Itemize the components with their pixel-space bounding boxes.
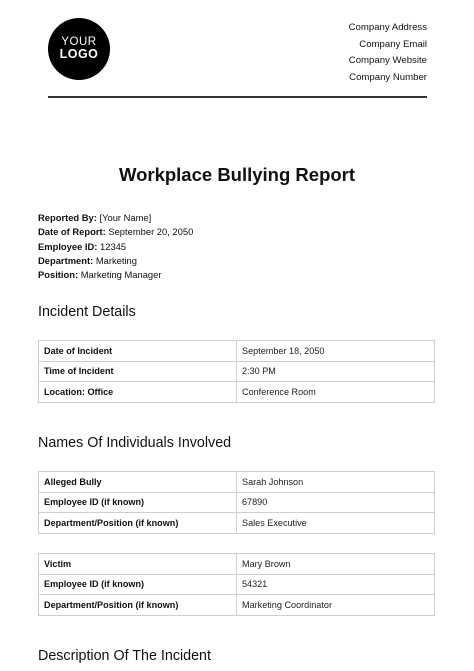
table-cell-value: 54321	[237, 574, 435, 595]
department-label: Department	[38, 254, 91, 266]
table-row	[39, 554, 435, 575]
report-info-row: Reported By: [Your Name]	[38, 212, 152, 223]
table-cell-value: September 18, 2050	[237, 341, 435, 362]
employee-id-label: Employee ID	[38, 240, 95, 252]
employee-id-value: 12345	[100, 240, 127, 252]
position-value: Marketing Manager	[80, 269, 162, 281]
table-cell-label: Victim	[39, 554, 237, 575]
alleged-bully-table	[38, 471, 435, 534]
table-row	[39, 341, 435, 362]
table-cell-label: Location: Office	[39, 382, 237, 403]
report-info-row: Employee ID: 12345	[38, 240, 127, 252]
table-cell-label: Department/Position (if known)	[39, 595, 237, 616]
company-website: Company Website	[348, 55, 427, 66]
report-title: Workplace Bullying Report	[118, 164, 356, 185]
table-row	[39, 513, 435, 534]
table-row	[39, 361, 435, 382]
report-info	[38, 211, 193, 282]
victim-table	[38, 553, 435, 616]
individuals-involved-heading: Names Of Individuals Involved	[38, 435, 232, 451]
report-info-row: Position: Marketing Manager	[38, 269, 162, 281]
table-row	[39, 382, 435, 403]
table-cell-value: 2:30 PM	[237, 361, 435, 382]
table-cell-value: Conference Room	[237, 382, 435, 403]
table-cell-label: Time of Incident	[39, 361, 237, 382]
logo-text-line1: YOUR	[61, 36, 97, 49]
report-info-row: Department: Marketing	[38, 254, 137, 266]
header-divider	[48, 96, 427, 98]
company-logo	[48, 18, 110, 80]
table-cell-label: Employee ID (if known)	[39, 492, 237, 513]
table-cell-value: Marketing Coordinator	[237, 595, 435, 616]
table-cell-label: Employee ID (if known)	[39, 574, 237, 595]
table-row	[39, 574, 435, 595]
table-row	[39, 595, 435, 616]
date-of-report-label: Date of Report	[38, 226, 103, 238]
company-address: Company Address	[348, 22, 427, 33]
date-of-report-value: September 20, 2050	[108, 226, 194, 238]
company-info	[349, 21, 427, 87]
reported-by-value: [Your Name]	[99, 212, 152, 223]
table-cell-label: Alleged Bully	[39, 472, 237, 493]
incident-details-heading: Incident Details	[38, 304, 136, 320]
table-cell-label: Date of Incident	[39, 341, 237, 362]
department-value: Marketing	[95, 254, 137, 266]
table-cell-value: Sales Executive	[237, 513, 435, 534]
table-cell-value: 67890	[237, 492, 435, 513]
reported-by-label: Reported By	[38, 212, 94, 223]
table-cell-label: Department/Position (if known)	[39, 513, 237, 534]
incident-description-heading: Description Of The Incident	[38, 648, 211, 664]
company-number: Company Number	[349, 71, 427, 83]
table-cell-value: Mary Brown	[237, 554, 435, 575]
incident-details-table	[38, 340, 435, 403]
table-cell-value: Sarah Johnson	[237, 472, 435, 493]
logo-text-line2: LOGO	[59, 47, 99, 62]
position-label: Position	[38, 269, 75, 281]
table-row	[39, 492, 435, 513]
company-email: Company Email	[359, 38, 427, 50]
report-info-row: Date of Report: September 20, 2050	[38, 226, 194, 238]
table-row	[39, 472, 435, 493]
